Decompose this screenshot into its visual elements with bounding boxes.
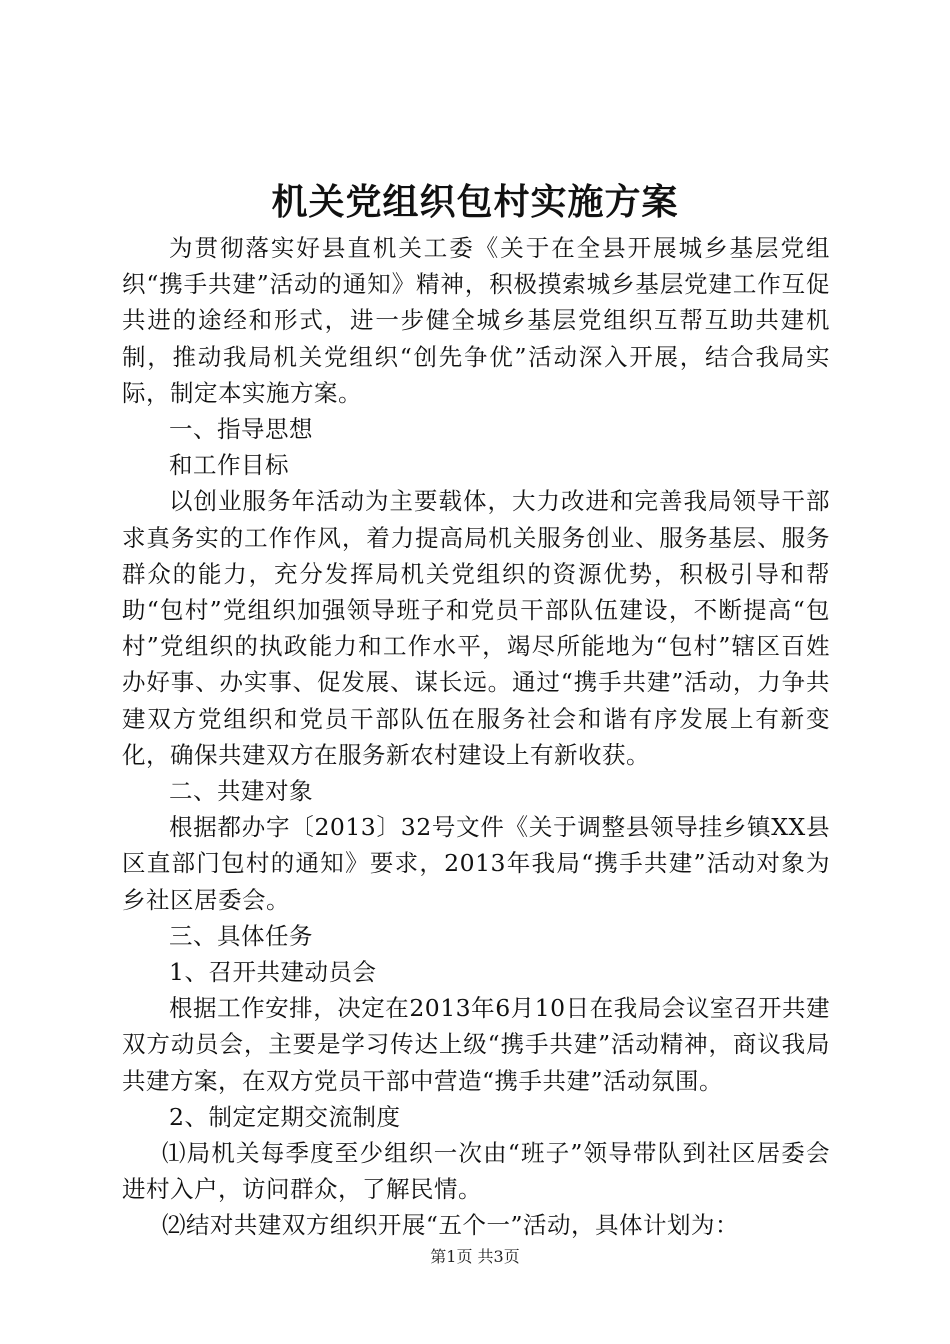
task-1-paragraph: 根据工作安排，决定在2013年6月10日在我局会议室召开共建双方动员会，主要是学习传达上级“携手共建”活动精神，商议我局共建方案，在双方党员干部中营造“携手共建”活动氛围。 <box>122 994 830 1095</box>
section-heading-guiding-thought: 一、指导思想 <box>169 415 313 444</box>
section-heading-targets: 二、共建对象 <box>169 777 313 806</box>
page-number-footer: 第1页 共3页 <box>430 1247 520 1266</box>
section-heading-tasks: 三、具体任务 <box>169 921 313 950</box>
section-heading-work-goal: 和工作目标 <box>169 451 289 480</box>
task-2-heading: 2、制定定期交流制度 <box>169 1102 401 1131</box>
targets-paragraph: 根据都办字〔2013〕32号文件《关于调整县领导挂乡镇XX县区直部门包村的通知》要求，2013年我局“携手共建”活动对象为乡社区居委会。 <box>122 813 830 914</box>
document-body <box>122 230 830 1244</box>
intro-paragraph: 为贯彻落实好县直机关工委《关于在全县开展城乡基层党组织“携手共建”活动的通知》精神，积极摸索城乡基层党建工作互促共进的途经和形式，进一步健全城乡基层党组织互帮互助共建机制，推动我局机关党组织“创先争优”活动深入开展，结合我局实际，制定本实施方案。 <box>122 234 830 407</box>
task-2-item-1: ⑴局机关每季度至少组织一次由“班子”领导带队到社区居委会进村入户，访问群众，了解民情。 <box>122 1139 830 1204</box>
document-title: 机关党组织包村实施方案 <box>271 181 679 223</box>
task-1-heading: 1、召开共建动员会 <box>169 958 377 987</box>
guiding-thought-paragraph: 以创业服务年活动为主要载体，大力改进和完善我局领导干部求真务实的工作作风，着力提高局机关服务创业、服务基层、服务群众的能力，充分发挥局机关党组织的资源优势，积极引导和帮助“包村”党组织加强领导班子和党员干部队伍建设，不断提高“包村”党组织的执政能力和工作水平，竭尽所能地为“包村”辖区百姓办好事、办实事、促发展、谋长远。通过“携手共建”活动，力争共建双方党组织和党员干部队伍在服务社会和谐有序发展上有新变化，确保共建双方在服务新农村建设上有新收获。 <box>122 487 830 769</box>
task-2-item-2: ⑵结对共建双方组织开展“五个一”活动，具体计划为： <box>161 1211 739 1240</box>
